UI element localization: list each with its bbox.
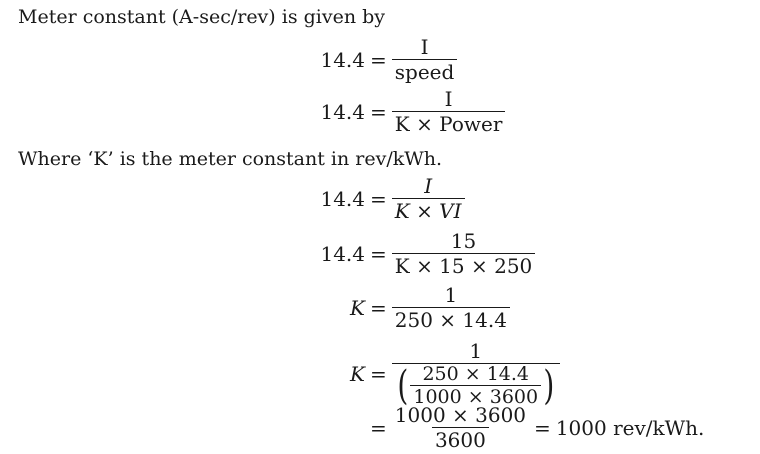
equals-sign-result: = [534, 415, 551, 440]
equation-7-result: 1000 rev/kWh. [555, 415, 705, 440]
equals-sign: = [370, 186, 387, 211]
equation-6-numerator: 1 [469, 339, 483, 363]
inner-denominator: 1000 × 3600 [410, 385, 541, 407]
equation-5-denominator: 250 × 14.4 [392, 307, 510, 331]
equation-7-denominator: 3600 [432, 427, 489, 451]
equals-sign: = [370, 99, 387, 124]
left-parenthesis: ( [397, 362, 409, 409]
equation-2-numerator: I [444, 87, 453, 111]
equation-3-lhs: 14.4 [320, 186, 365, 211]
equation-4-numerator: 15 [450, 229, 477, 253]
equation-3-fraction [392, 175, 465, 222]
equation-6 [305, 340, 560, 407]
intro-text: Meter constant (A-sec/rev) is given by [18, 6, 386, 28]
equation-5-lhs: K [350, 295, 365, 320]
equation-4-denominator: K × 15 × 250 [392, 253, 536, 277]
inner-fraction [410, 364, 541, 407]
right-parenthesis: ) [543, 362, 555, 409]
equation-7-numerator: 1000 × 3600 [394, 403, 527, 427]
parenthesized-fraction [395, 364, 557, 407]
equation-5 [305, 284, 510, 331]
equation-3-denominator: K × VI [392, 198, 465, 222]
equals-sign: = [370, 295, 387, 320]
equation-5-fraction [392, 284, 510, 331]
equation-4-lhs: 14.4 [320, 241, 365, 266]
equation-1-fraction [392, 36, 458, 83]
equals-sign: = [370, 415, 387, 440]
equation-6-lhs: K [350, 361, 365, 386]
equation-3 [305, 175, 465, 222]
equation-7-fraction [392, 404, 529, 451]
equation-3-numerator: I [424, 174, 433, 198]
equation-2 [305, 88, 505, 135]
equation-2-lhs: 14.4 [320, 99, 365, 124]
equation-6-denominator [392, 363, 560, 407]
equation-6-fraction [392, 340, 560, 407]
equation-2-fraction [392, 88, 506, 135]
equals-sign: = [370, 47, 387, 72]
inner-numerator: 250 × 14.4 [422, 363, 530, 385]
equation-4-fraction [392, 230, 536, 277]
equals-sign: = [370, 241, 387, 266]
equation-1-denominator: speed [392, 59, 458, 83]
equation-1-lhs: 14.4 [320, 47, 365, 72]
equation-2-denominator: K × Power [392, 111, 506, 135]
equation-5-numerator: 1 [444, 283, 458, 307]
equation-4 [305, 230, 535, 277]
where-text: Where ‘K’ is the meter constant in rev/kWh. [18, 148, 443, 170]
equation-1 [305, 36, 457, 83]
equation-1-numerator: I [420, 35, 429, 59]
equals-sign: = [370, 361, 387, 386]
equation-7 [305, 404, 704, 451]
